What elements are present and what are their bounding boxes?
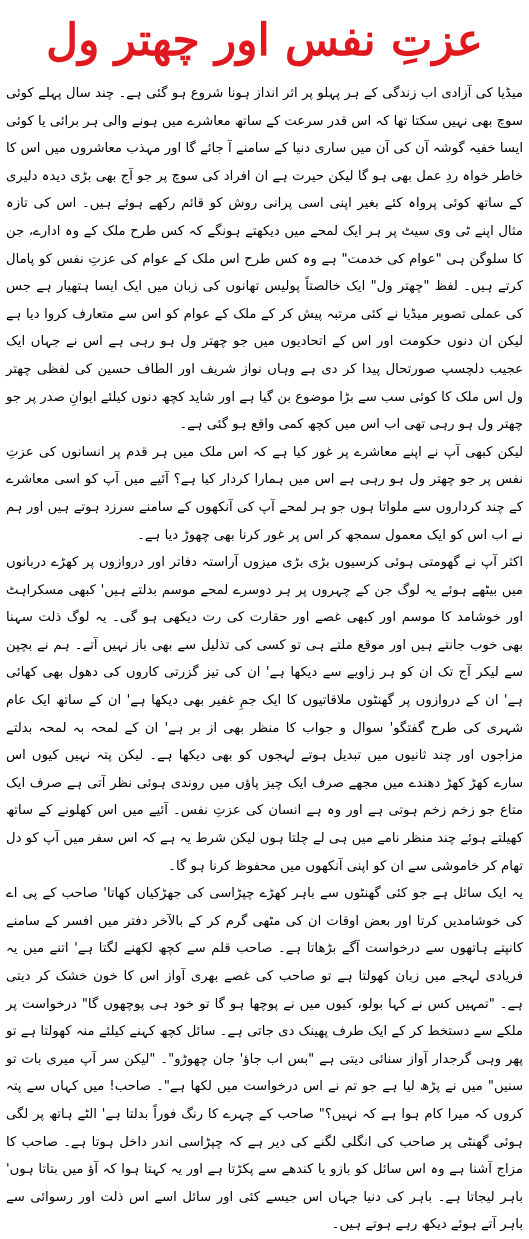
article-body [6,80,523,1239]
article-paragraph: لیکن کبھی آپ نے اپنے معاشرے پر غور کیا ہے کہ اس ملک میں ہر قدم پر انسانوں کی عزتِ نفس پر جو چھتر ول ہو رہی ہے اس میں ہمارا کردار کیا ہے؟ آئیے میں آپ کو اسی معاشرے کے چند کرداروں سے ملواتا ہوں جو ہر لمحے آپ کی آنکھوں کے سامنے سرزد ہوتے ہیں اور ہم نے اب اس کو ایک معمول سمجھ کر اس پر غور کرنا بھی چھوڑ دیا ہے۔ [6,444,523,543]
article-title: عزتِ نفس اور چھتر ول [46,14,483,66]
article-paragraph: یہ ایک سائل ہے جو کئی گھنٹوں سے باہر کھڑے چپڑاسی کی جھڑکیاں کھاتا' صاحب کے پی اے کی خوشامدیں کرتا اور بعض اوقات ان کی مٹھی گرم کر کے بالآخر دفتر میں افسر کے سامنے کانپتے ہاتھوں سے درخواست آگے بڑھاتا ہے۔ صاحب قلم سے کچھ لکھنے لگتا ہے' اتنے میں یہ فریادی لہجے میں زبان کھولتا ہے تو صاحب کی غصے بھری آواز اس کا خون خشک کر دیتی ہے۔ "تمہیں کس نے کہا بولو، کیوں میں نے پوچھا ہو گا تو خود ہی پوچھوں گا" درخواست پر ملکے سے دستخط کر کے ایک طرف پھینک دی جاتی ہے۔ سائل کچھ کہنے کیلئے منہ کھولتا ہے تو پھر وہی گرجدار آواز سنائی دیتی ہے "بس اب جاؤ' جان چھوڑو"۔ "لیکن سر آپ میری بات تو سنیں" میں نے پڑھ لیا ہے جو تم نے اس درخواست میں لکھا ہے"۔ صاحب! میں کہاں سے پتہ کروں کہ میرا کام ہوا ہے کہ نہیں؟" صاحب کے چہرے کا رنگ فوراً بدلتا ہے' الٹے ہاتھ پر لگی ہوئی گھنٹی پر صاحب کی انگلی لگنے کی دیر ہے کہ چپڑاسی اندر داخل ہوتا ہے۔ صاحب کا مزاج آشنا ہے وہ اس سائل کو بازو یا کندھے سے پکڑتا ہے اور یہ کہتا ہوا کہ آؤ میں بتاتا ہوں' باہر لیجاتا ہے۔ باہر کی دنیا جہاں اس جیسے کئی اور سائل اسے اس ذلت اور رسوائی سے باہر آتے ہوئے دیکھ رہے ہوتے ہیں۔ [6,886,523,1233]
article-paragraph: اکثر آپ نے گھومتی ہوئی کرسیوں بڑی بڑی میزوں آراستہ دفاتر اور دروازوں پر کھڑے دربانوں میں بیٹھے ہوئے یہ لوگ جن کے چہروں پر ہر دوسرے لمحے موسم بدلتے ہیں' کبھی مسکراہٹ اور خوشامد کا موسم اور کبھی غصے اور حقارت کی رت دیکھی ہو گی۔ یہ لوگ ذلت سہنا بھی خوب جانتے ہیں اور موقع ملتے ہی تو کسی کی تذلیل سے بھی باز نہیں آتے۔ ہم نے بچپن سے لیکر آج تک ان کو ہر زاویے سے دیکھا ہے' ان کی تیز گزرتی کاروں کی دھول بھی کھائی ہے' ان کے دروازوں پر گھنٹوں ملاقاتیوں کا ایک جمِ غفیر بھی دیکھا ہے' ان کے ساتھ ایک عام شہری کی طرح گفتگو' سوال و جواب کا منظر بھی از بر ہے' ان کے لمحہ بہ لمحہ بدلتے مزاجوں اور چند ثانیوں میں تبدیل ہوتے لہجوں کو بھی دیکھا ہے۔ لیکن پتہ نہیں کیوں اس سارے کھڑ کھڑ دھندے میں مجھے صرف ایک چیز پاؤں میں روندی ہوئی نظر آتی ہے صرف ایک متاع جو زخم زخم ہوتی ہے اور وہ ہے انسان کی عزتِ نفس۔ آئیے میں اس کھلونے کے ساتھ کھیلتے ہوئے چند منظر نامے میں ہی لے چلتا ہوں لیکن شرط یہ ہے کہ اس سفر میں آپ کو دل تھام کر خاموشی سے ان کو اپنی آنکھوں میں محفوظ کرنا ہو گا۔ [6,555,523,874]
article-paragraph: میڈیا کی آزادی اب زندگی کے ہر پہلو پر اثر انداز ہونا شروع ہو گئی ہے۔ چند سال پہلے کوئی سوچ بھی نہیں سکتا تھا کہ اس قدر سرعت کے ساتھ معاشرے میں ہونے والی ہر برائی یا کوئی ایسا خفیہ گوشہ آن کی آن میں ساری دنیا کے سامنے آ جائے گا اور مہذب معاشروں میں اس کا خاطر خواہ ردِ عمل بھی ہو گا لیکن حیرت ہے ان افراد کی سوچ پر جو آج بھی بڑی دیدہ دلیری کے ساتھ کوئی پرواہ کئے بغیر اپنی اسی پرانی روش کو قائم رکھے ہوئے ہیں۔ اس کی تازہ مثال اپنے ٹی وی سیٹ پر ہر ایک لمحے میں دیکھتے ہونگے کہ کس طرح ملک کے وہ ادارے، جن کا سلوگن ہی "عوام کی خدمت" ہے وہ کس طرح اس ملک کے عوام کی عزتِ نفس کو پامال کرتے ہیں۔ لفظ "چھتر ول" ایک خالصتاً پولیس تھانوں کی زبان میں ایک ایسا ہتھیار ہے جس کی عملی تصویر میڈیا نے کئی مرتبہ پیش کر کے ملک کے عوام کو اس سے متعارف کروا دیا ہے لیکن ان دنوں حکومت اور اس کے اتحادیوں میں جو چھتر ول ہو رہی ہے اس نے جہاں ایک عجیب دلچسپ صورتحال پیدا کر دی ہے وہاں نواز شریف اور الطاف حسین کی لفظی چھتر ول اس ملک کا کوئی سب سے بڑا موضوع بن گیا ہے اور شاید کچھ دنوں کیلئے ایوانِ صدر پر جو چھتر ول ہو رہی تھی اب اس میں کچھ کمی واقع ہو گئی ہے۔ [6,86,523,433]
